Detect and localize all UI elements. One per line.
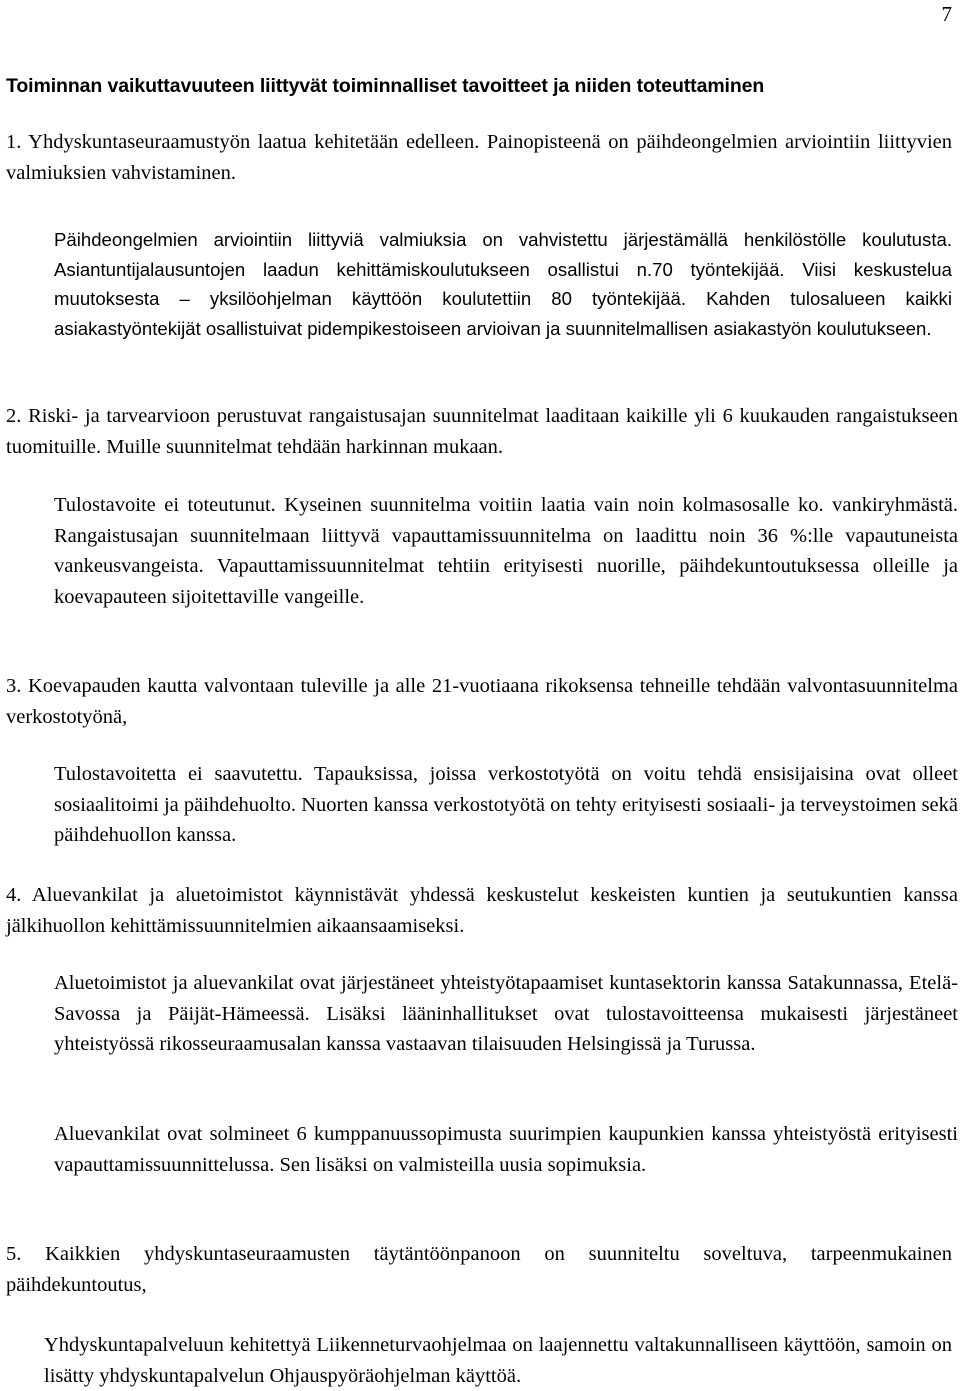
goal-4: 4. Aluevankilat ja aluetoimistot käynnistävät yhdessä keskustelut keskeisten kuntien ja seutukuntien kanssa jälkihuollon kehittämissuunnitelmien aikaansaamiseksi. (6, 884, 958, 937)
goal-3-result: Tulostavoitetta ei saavutettu. Tapauksissa, joissa verkostotyötä on voitu tehdä ensisijaisina ovat olleet sosiaalitoimi ja päihdehuolto. Nuorten kanssa verkostotyötä on tehty erityisesti sosiaali- ja terveystoimen sekä päihdehuollon kanssa. (54, 763, 958, 846)
goal-4-result-1: Aluetoimistot ja aluevankilat ovat järjestäneet yhteistyötapaamiset kuntasektorin kanssa Satakunnassa, Etelä-Savossa ja Päijät-Hämeessä. Lisäksi lääninhallitukset ovat tulostavoitteensa mukaisesti järjestäneet yhteistyössä rikosseuraamusalan kanssa vastaavan tilaisuuden Helsingissä ja Turussa. (54, 972, 958, 1055)
goal-4-result-2: Aluevankilat ovat solmineet 6 kumppanuussopimusta suurimpien kaupunkien kanssa yhteistyöstä erityisesti vapauttamissuunnittelussa. Sen lisäksi on valmisteilla uusia sopimuksia. (54, 1123, 958, 1176)
goal-2: 2. Riski- ja tarvearvioon perustuvat rangaistusajan suunnitelmat laaditaan kaikille yli 6 kuukauden rangaistukseen tuomituille. Muille suunnitelmat tehdään harkinnan mukaan. (6, 405, 958, 458)
section-heading: Toiminnan vaikuttavuuteen liittyvät toiminnalliset tavoitteet ja niiden toteuttaminen (6, 75, 765, 97)
goal-5-result: Yhdyskuntapalveluun kehitettyä Liikenneturvaohjelmaa on laajennettu valtakunnalliseen käyttöön, samoin on lisätty yhdyskuntapalvelun Ohjauspyöräohjelman käyttöä. (44, 1334, 952, 1387)
goal-3: 3. Koevapauden kautta valvontaan tuleville ja alle 21-vuotiaana rikoksensa tehneille tehdään valvontasuunnitelma verkostotyönä, (6, 675, 958, 728)
goal-5: 5. Kaikkien yhdyskuntaseuraamusten täytäntöönpanoon on suunniteltu soveltuva, tarpeenmukainen päihdekuntoutus, (6, 1243, 952, 1296)
goal-1: 1. Yhdyskuntaseuraamustyön laatua kehitetään edelleen. Painopisteenä on päihdeongelmien arviointiin liittyvien valmiuksien vahvistaminen. (6, 131, 952, 184)
page-number: 7 (941, 2, 952, 26)
goal-2-result: Tulostavoite ei toteutunut. Kyseinen suunnitelma voitiin laatia vain noin kolmasosalle ko. vankiryhmästä. Rangaistusajan suunnitelmaan liittyvä vapauttamissuunnitelma on laadittu noin 36 %:lle vapautuneista vankeusvangeista. Vapauttamissuunnitelmat tehtiin erityisesti nuorille, päihdekuntoutuksessa olleille ja koevapauteen sijoitettaville vangeille. (54, 494, 958, 608)
goal-1-result: Päihdeongelmien arviointiin liittyviä valmiuksia on vahvistettu järjestämällä henkilöstölle koulutusta. Asiantuntijalausuntojen laadun kehittämiskoulutukseen osallistui n.70 työntekijää. Viisi keskustelua muutoksesta – yksilöohjelman käyttöön koulutettiin 80 työntekijää. Kahden tulosalueen kaikki asiakastyöntekijät osallistuivat pidempikestoiseen arvioivan ja suunnitelmallisen asiakastyön koulutukseen. (54, 229, 952, 339)
